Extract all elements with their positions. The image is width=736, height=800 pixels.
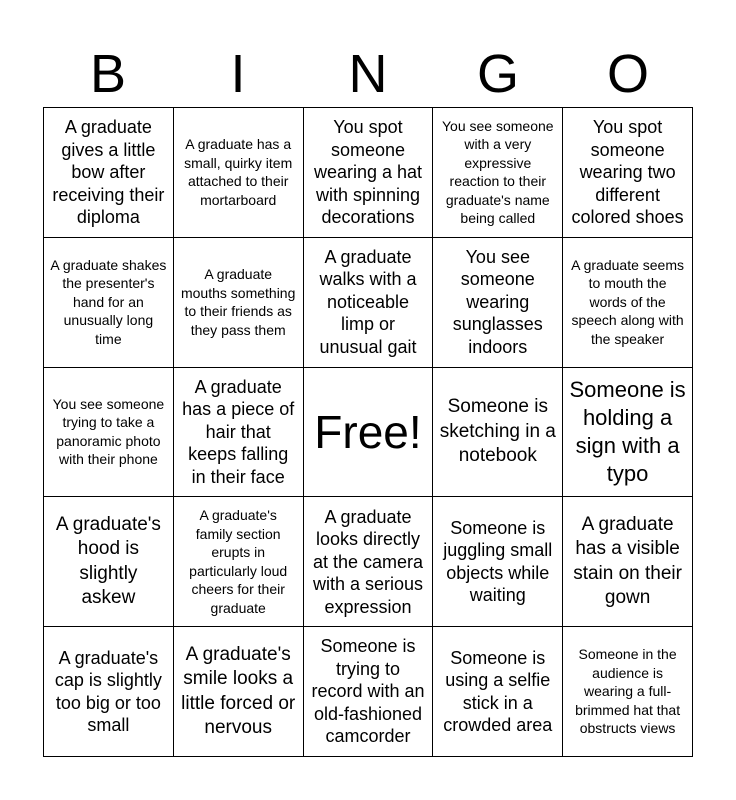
bingo-cell-r5c3[interactable] (304, 627, 434, 757)
bingo-cell-text: A graduate's cap is slightly too big or too small (54, 647, 162, 736)
bingo-cell-text: A graduate seems to mouth the words of the speech along with the speaker (571, 256, 685, 347)
bingo-cell-r1c4[interactable] (433, 108, 563, 238)
bingo-cell-r2c5[interactable] (563, 238, 693, 368)
bingo-cell-r4c1[interactable] (44, 497, 174, 627)
bingo-cell-r3c1[interactable] (44, 368, 174, 498)
bingo-cell-text: Someone in the audience is wearing a full-brimmed hat that obstructs views (575, 646, 681, 737)
bingo-cell-r1c2[interactable] (174, 108, 304, 238)
bingo-cell-text: A graduate has a piece of hair that keeps falling in their face (182, 376, 295, 487)
bingo-cell-text: A graduate mouths something to their friends as they pass them (180, 266, 296, 338)
bingo-cell-text: A graduate has a small, quirky item attached to their mortarboard (184, 136, 293, 208)
bingo-cell-text: Someone is juggling small objects while waiting (443, 517, 553, 606)
bingo-cell-text: A graduate gives a little bow after receiving their diploma (52, 117, 165, 228)
bingo-header (43, 40, 693, 108)
bingo-cell-r5c1[interactable] (44, 627, 174, 757)
bingo-cell-text: You see someone trying to take a panoramic photo with their phone (52, 395, 165, 468)
bingo-cell-text: Someone is using a selfie stick in a crowded area (443, 647, 553, 736)
bingo-cell-r4c3[interactable] (304, 497, 434, 627)
bingo-cell-text: Someone is holding a sign with a typo (569, 376, 686, 486)
bingo-cell-text: A graduate has a visible stain on their gown (573, 513, 682, 609)
bingo-cell-r3c5[interactable] (563, 368, 693, 498)
bingo-cell-text: A graduate's family section erupts in particularly loud cheers for their graduate (189, 507, 288, 616)
bingo-cell-r4c2[interactable] (174, 497, 304, 627)
bingo-cell-text: A graduate shakes the presenter's hand for an unusually long time (50, 256, 167, 347)
header-letter-b: B (89, 44, 127, 104)
bingo-cell-r2c2[interactable] (174, 238, 304, 368)
header-letter-n: N (348, 44, 388, 104)
bingo-cell-r5c5[interactable] (563, 627, 693, 757)
bingo-cell-text: Someone is sketching in a notebook (439, 396, 556, 467)
header-letter-i: I (230, 44, 246, 104)
bingo-cell-text: A graduate walks with a noticeable limp or unusual gait (319, 246, 417, 357)
bingo-free-space[interactable] (304, 368, 434, 498)
bingo-cell-text: Someone is trying to record with an old-fashioned camcorder (311, 636, 425, 747)
bingo-cell-r4c5[interactable] (563, 497, 693, 627)
bingo-cell-r5c4[interactable] (433, 627, 563, 757)
bingo-cell-text: You see someone with a very expressive reaction to their graduate's name being called (442, 117, 554, 227)
bingo-cell-r2c1[interactable] (44, 238, 174, 368)
free-space-text: Free! (314, 405, 422, 458)
bingo-cell-text: You spot someone wearing a hat with spinning decorations (313, 117, 423, 228)
bingo-cell-r2c3[interactable] (304, 238, 434, 368)
header-letter-o: O (606, 44, 649, 104)
bingo-cell-text: A graduate's smile looks a little forced or nervous (181, 643, 296, 739)
bingo-cell-r1c3[interactable] (304, 108, 434, 238)
bingo-cell-r5c2[interactable] (174, 627, 304, 757)
bingo-cell-r1c5[interactable] (563, 108, 693, 238)
bingo-cell-text: You see someone wearing sunglasses indoors (452, 246, 543, 357)
header-letter-g: G (476, 44, 519, 104)
bingo-cell-text: A graduate's hood is slightly askew (55, 513, 161, 609)
bingo-cell-r1c1[interactable] (44, 108, 174, 238)
bingo-board (43, 107, 693, 757)
bingo-cell-r3c2[interactable] (174, 368, 304, 498)
bingo-cell-r2c4[interactable] (433, 238, 563, 368)
bingo-cell-r3c4[interactable] (433, 368, 563, 498)
bingo-cell-text: A graduate looks directly at the camera with a serious expression (312, 506, 424, 617)
bingo-cell-r4c4[interactable] (433, 497, 563, 627)
bingo-cell-text: You spot someone wearing two different colored shoes (571, 117, 684, 228)
